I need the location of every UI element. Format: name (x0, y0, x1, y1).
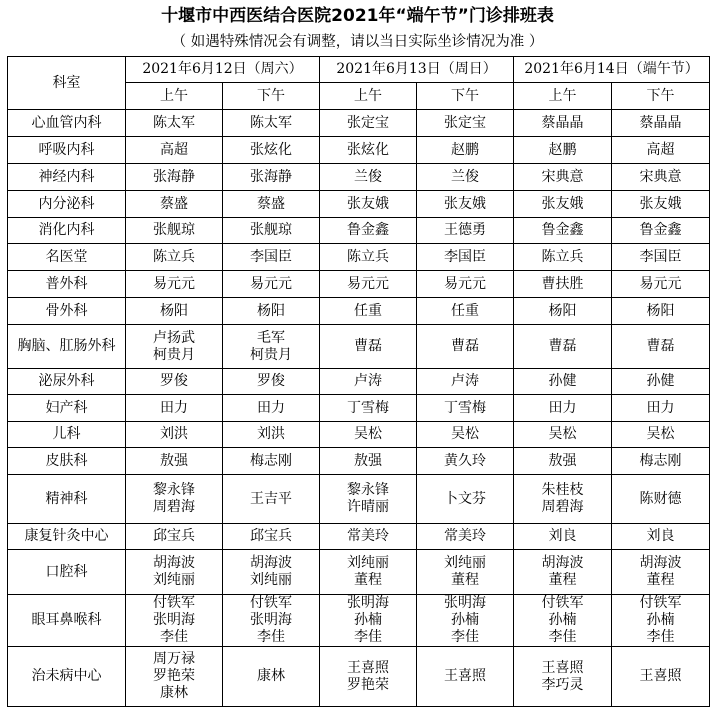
header-am: 上午 (514, 83, 612, 110)
doctor-name: 张明海 (153, 612, 195, 628)
doctor-name: 陈立兵 (153, 248, 195, 265)
doctor-cell (126, 164, 223, 191)
doctor-name: 柯贵月 (250, 346, 292, 363)
doctor-cell (223, 550, 320, 595)
table-row (8, 164, 710, 191)
doctor-cell (126, 647, 223, 707)
doctor-name: 付铁军 (250, 595, 292, 611)
doctor-name: 曹磊 (646, 338, 675, 354)
header-pm: 下午 (612, 83, 710, 110)
doctor-name: 胡海波 (250, 555, 292, 571)
doctor-name: 吴松 (354, 426, 383, 442)
doctor-cell (320, 422, 417, 448)
doctor-name: 孙楠 (548, 612, 577, 628)
doctor-name: 张明海 (444, 595, 487, 611)
dept-cell: 治未病中心 (8, 647, 126, 707)
doctor-cell (514, 218, 612, 244)
doctor-name: 董程 (646, 572, 675, 588)
header-date-2: 2021年6月13日（周日） (320, 57, 514, 83)
doctor-name: 邱宝兵 (153, 528, 195, 544)
doctor-name: 易元元 (444, 275, 487, 292)
dept-cell: 心血管内科 (8, 110, 126, 137)
doctor-name: 罗俊 (160, 373, 188, 389)
table-row (8, 422, 710, 448)
doctor-name: 曹磊 (548, 338, 577, 354)
dept-cell: 泌尿外科 (8, 369, 126, 395)
dept-cell: 名医堂 (8, 244, 126, 271)
doctor-cell (126, 395, 223, 422)
doctor-name: 刘良 (548, 528, 577, 544)
doctor-name: 陈立兵 (541, 248, 584, 265)
doctor-name: 王喜照 (541, 659, 584, 676)
doctor-name: 周万禄 (153, 651, 195, 667)
doctor-name: 宋典意 (639, 168, 682, 185)
doctor-cell (514, 448, 612, 475)
doctor-cell (417, 550, 514, 595)
doctor-cell (320, 271, 417, 298)
doctor-name: 蔡盛 (160, 195, 188, 212)
doctor-cell (417, 298, 514, 325)
doctor-name: 易元元 (347, 275, 390, 292)
doctor-cell (612, 298, 710, 325)
doctor-name: 刘良 (646, 528, 675, 544)
dept-cell: 口腔科 (8, 550, 126, 595)
doctor-cell (612, 395, 710, 422)
dept-cell: 儿科 (8, 422, 126, 448)
dept-cell: 皮肤科 (8, 448, 126, 475)
header-am: 上午 (126, 83, 223, 110)
doctor-name: 张友娥 (639, 195, 682, 212)
doctor-cell (612, 647, 710, 707)
doctor-name: 王喜照 (639, 668, 682, 684)
doctor-cell (417, 395, 514, 422)
doctor-cell (417, 191, 514, 218)
doctor-cell (320, 448, 417, 475)
table-row (8, 298, 710, 325)
doctor-cell (126, 448, 223, 475)
doctor-cell (417, 422, 514, 448)
dept-cell: 妇产科 (8, 395, 126, 422)
doctor-name: 张舰琼 (250, 222, 292, 238)
doctor-cell (126, 110, 223, 137)
table-row (8, 271, 710, 298)
doctor-name: 陈太军 (250, 114, 292, 131)
dept-cell: 神经内科 (8, 164, 126, 191)
doctor-name: 卢扬武 (153, 329, 195, 346)
schedule-body (8, 110, 710, 707)
dept-cell: 康复针灸中心 (8, 524, 126, 550)
doctor-cell (514, 191, 612, 218)
doctor-name: 梅志刚 (639, 452, 682, 469)
table-row (8, 647, 710, 707)
doctor-name: 张定宝 (444, 114, 487, 131)
doctor-cell (417, 271, 514, 298)
doctor-name: 梅志刚 (250, 452, 292, 469)
doctor-name: 李巧灵 (541, 676, 584, 693)
doctor-cell (320, 325, 417, 369)
doctor-name: 康林 (160, 685, 188, 701)
doctor-name: 敖强 (354, 452, 383, 469)
dept-cell: 普外科 (8, 271, 126, 298)
doctor-name: 易元元 (153, 275, 195, 292)
doctor-cell (126, 325, 223, 369)
doctor-name: 田力 (646, 399, 675, 416)
doctor-cell (612, 137, 710, 164)
doctor-cell (612, 422, 710, 448)
doctor-cell (320, 475, 417, 524)
doctor-cell (612, 369, 710, 395)
doctor-name: 高超 (160, 141, 188, 158)
doctor-name: 邱宝兵 (250, 528, 292, 544)
doctor-name: 田力 (548, 399, 577, 416)
table-row (8, 595, 710, 647)
doctor-cell (417, 325, 514, 369)
doctor-name: 张明海 (347, 595, 390, 611)
doctor-cell (417, 524, 514, 550)
doctor-cell (320, 110, 417, 137)
doctor-cell (223, 647, 320, 707)
doctor-name: 曹扶胜 (541, 275, 584, 292)
doctor-cell (612, 524, 710, 550)
doctor-name: 杨阳 (160, 302, 188, 319)
doctor-name: 黎永锋 (347, 482, 390, 498)
doctor-name: 张炫化 (347, 141, 390, 158)
doctor-cell (514, 550, 612, 595)
doctor-cell (320, 647, 417, 707)
doctor-name: 毛军 (257, 329, 285, 346)
doctor-name: 刘纯丽 (250, 572, 292, 588)
doctor-name: 董程 (354, 572, 383, 588)
doctor-name: 许晴丽 (347, 499, 390, 515)
doctor-cell (612, 550, 710, 595)
dept-cell: 骨外科 (8, 298, 126, 325)
doctor-name: 常美玲 (444, 528, 487, 544)
table-row (8, 191, 710, 218)
header-date-3: 2021年6月14日（端午节） (514, 57, 710, 83)
doctor-name: 胡海波 (153, 555, 195, 571)
doctor-cell (320, 298, 417, 325)
doctor-cell (514, 271, 612, 298)
doctor-name: 杨阳 (548, 302, 577, 319)
doctor-name: 孙楠 (451, 612, 480, 628)
doctor-cell (320, 524, 417, 550)
doctor-cell (320, 137, 417, 164)
doctor-name: 付铁军 (541, 595, 584, 611)
dept-cell: 胸脑、肛肠外科 (8, 325, 126, 369)
header-pm: 下午 (417, 83, 514, 110)
doctor-cell (223, 244, 320, 271)
doctor-name: 黄久玲 (444, 452, 487, 469)
doctor-cell (612, 164, 710, 191)
doctor-name: 李佳 (548, 629, 577, 645)
doctor-cell (514, 137, 612, 164)
doctor-name: 鲁金鑫 (639, 222, 682, 238)
doctor-cell (126, 550, 223, 595)
doctor-name: 罗俊 (257, 373, 285, 389)
doctor-name: 刘纯丽 (444, 555, 487, 571)
doctor-name: 曹磊 (451, 338, 480, 354)
duty-schedule-table (7, 56, 710, 707)
doctor-cell (417, 475, 514, 524)
doctor-cell (126, 298, 223, 325)
doctor-cell (320, 369, 417, 395)
doctor-cell (320, 395, 417, 422)
doctor-name: 张友娥 (541, 195, 584, 212)
table-row (8, 395, 710, 422)
doctor-name: 张友娥 (347, 195, 390, 212)
doctor-cell (223, 369, 320, 395)
doctor-cell (126, 271, 223, 298)
doctor-cell (223, 325, 320, 369)
doctor-cell (417, 448, 514, 475)
doctor-name: 常美玲 (347, 528, 390, 544)
doctor-cell (223, 395, 320, 422)
doctor-name: 孙楠 (646, 612, 675, 628)
doctor-name: 李国臣 (444, 248, 487, 265)
doctor-cell (612, 218, 710, 244)
doctor-cell (514, 475, 612, 524)
doctor-cell (223, 298, 320, 325)
header-date-1: 2021年6月12日（周六） (126, 57, 320, 83)
doctor-cell (126, 369, 223, 395)
doctor-name: 董程 (451, 572, 480, 588)
doctor-cell (223, 271, 320, 298)
doctor-name: 康林 (257, 668, 285, 684)
doctor-name: 蔡晶晶 (541, 114, 584, 131)
doctor-name: 张舰琼 (153, 222, 195, 238)
doctor-name: 曹磊 (354, 338, 383, 354)
doctor-name: 杨阳 (257, 302, 285, 319)
doctor-name: 孙楠 (354, 612, 383, 628)
doctor-name: 李国臣 (639, 248, 682, 265)
doctor-cell (223, 164, 320, 191)
doctor-name: 田力 (257, 399, 285, 416)
doctor-cell (126, 595, 223, 647)
table-row (8, 137, 710, 164)
doctor-name: 李佳 (257, 629, 285, 645)
doctor-name: 张海静 (250, 168, 292, 185)
doctor-name: 黎永锋 (153, 482, 195, 498)
doctor-name: 朱桂枝 (541, 482, 584, 498)
doctor-cell (223, 448, 320, 475)
doctor-cell (417, 164, 514, 191)
doctor-cell (612, 191, 710, 218)
dept-cell: 眼耳鼻喉科 (8, 595, 126, 647)
doctor-name: 卜文芬 (444, 490, 487, 507)
table-row (8, 475, 710, 524)
doctor-name: 胡海波 (541, 555, 584, 571)
doctor-name: 陈太军 (153, 114, 195, 131)
doctor-cell (514, 298, 612, 325)
doctor-cell (320, 595, 417, 647)
doctor-name: 刘洪 (160, 426, 188, 442)
doctor-name: 易元元 (250, 275, 292, 292)
doctor-cell (417, 244, 514, 271)
dept-cell: 内分泌科 (8, 191, 126, 218)
doctor-name: 丁雪梅 (444, 399, 487, 416)
doctor-name: 张炫化 (250, 141, 292, 158)
doctor-cell (612, 448, 710, 475)
doctor-name: 吴松 (451, 426, 480, 442)
doctor-cell (126, 191, 223, 218)
doctor-cell (320, 244, 417, 271)
doctor-name: 王吉平 (250, 490, 292, 507)
doctor-cell (514, 110, 612, 137)
doctor-name: 张明海 (250, 612, 292, 628)
doctor-name: 卢涛 (354, 373, 383, 389)
doctor-name: 田力 (160, 399, 188, 416)
doctor-cell (514, 524, 612, 550)
doctor-cell (223, 595, 320, 647)
table-row (8, 110, 710, 137)
doctor-name: 周碧海 (541, 499, 584, 515)
doctor-cell (126, 524, 223, 550)
doctor-cell (514, 395, 612, 422)
doctor-cell (417, 647, 514, 707)
doctor-name: 敖强 (548, 452, 577, 469)
doctor-cell (223, 137, 320, 164)
doctor-name: 张海静 (153, 168, 195, 185)
doctor-name: 孙健 (548, 373, 577, 389)
dept-cell: 呼吸内科 (8, 137, 126, 164)
table-row (8, 244, 710, 271)
doctor-cell (320, 218, 417, 244)
doctor-name: 任重 (451, 302, 480, 319)
doctor-name: 任重 (354, 302, 383, 319)
doctor-name: 王德勇 (444, 222, 487, 238)
doctor-name: 罗艳荣 (153, 668, 195, 684)
doctor-name: 李佳 (646, 629, 675, 645)
doctor-name: 陈财德 (639, 490, 682, 507)
doctor-cell (126, 475, 223, 524)
doctor-name: 李国臣 (250, 248, 292, 265)
doctor-name: 张定宝 (347, 114, 390, 131)
doctor-name: 刘洪 (257, 426, 285, 442)
doctor-cell (514, 369, 612, 395)
doctor-name: 李佳 (354, 629, 383, 645)
doctor-name: 王喜照 (347, 659, 390, 676)
schedule-title: 十堰市中西医结合医院2021年“端午节”门诊排班表 (161, 6, 554, 26)
doctor-name: 刘纯丽 (153, 572, 195, 588)
table-row (8, 448, 710, 475)
doctor-cell (514, 595, 612, 647)
doctor-cell (417, 595, 514, 647)
doctor-cell (514, 244, 612, 271)
doctor-name: 蔡晶晶 (639, 114, 682, 131)
doctor-name: 兰俊 (354, 168, 383, 185)
doctor-name: 鲁金鑫 (541, 222, 584, 238)
table-row (8, 218, 710, 244)
doctor-cell (320, 164, 417, 191)
header-date-row (8, 57, 710, 83)
doctor-cell (514, 325, 612, 369)
dept-cell: 精神科 (8, 475, 126, 524)
doctor-cell (223, 524, 320, 550)
doctor-cell (612, 475, 710, 524)
doctor-cell (320, 191, 417, 218)
doctor-name: 董程 (548, 572, 577, 588)
doctor-cell (612, 595, 710, 647)
doctor-cell (126, 244, 223, 271)
table-row (8, 369, 710, 395)
table-row (8, 325, 710, 369)
doctor-name: 吴松 (646, 426, 675, 442)
doctor-cell (417, 110, 514, 137)
doctor-name: 鲁金鑫 (347, 222, 390, 238)
doctor-name: 柯贵月 (153, 346, 195, 363)
doctor-name: 吴松 (548, 426, 577, 442)
doctor-cell (223, 422, 320, 448)
doctor-name: 胡海波 (639, 555, 682, 571)
doctor-name: 孙健 (646, 373, 675, 389)
header-am: 上午 (320, 83, 417, 110)
doctor-name: 李佳 (160, 629, 188, 645)
table-row (8, 550, 710, 595)
doctor-cell (612, 325, 710, 369)
doctor-name: 王喜照 (444, 668, 487, 684)
doctor-name: 张友娥 (444, 195, 487, 212)
doctor-name: 周碧海 (153, 499, 195, 515)
doctor-name: 兰俊 (451, 168, 480, 185)
doctor-cell (126, 218, 223, 244)
doctor-name: 刘纯丽 (347, 555, 390, 571)
doctor-cell (514, 422, 612, 448)
doctor-name: 敖强 (160, 452, 188, 469)
doctor-name: 丁雪梅 (347, 399, 390, 416)
doctor-cell (417, 218, 514, 244)
doctor-cell (223, 218, 320, 244)
doctor-name: 蔡盛 (257, 195, 285, 212)
doctor-cell (417, 137, 514, 164)
dept-cell: 消化内科 (8, 218, 126, 244)
doctor-cell (223, 191, 320, 218)
doctor-cell (417, 369, 514, 395)
doctor-cell (612, 110, 710, 137)
doctor-name: 陈立兵 (347, 248, 390, 265)
doctor-name: 宋典意 (541, 168, 584, 185)
doctor-name: 付铁军 (153, 595, 195, 611)
header-dept: 科室 (8, 57, 126, 110)
doctor-name: 高超 (646, 141, 675, 158)
doctor-name: 李佳 (451, 629, 480, 645)
doctor-name: 赵鹏 (451, 141, 480, 158)
doctor-cell (223, 110, 320, 137)
doctor-cell (126, 422, 223, 448)
schedule-subtitle: （ 如遇特殊情况会有调整，请以当日实际坐诊情况为准 ） (171, 34, 544, 50)
doctor-cell (320, 550, 417, 595)
doctor-cell (223, 475, 320, 524)
doctor-name: 杨阳 (646, 302, 675, 319)
doctor-cell (126, 137, 223, 164)
doctor-cell (514, 164, 612, 191)
doctor-name: 易元元 (639, 275, 682, 292)
header-pm: 下午 (223, 83, 320, 110)
doctor-name: 赵鹏 (548, 141, 577, 158)
doctor-name: 卢涛 (451, 373, 480, 389)
doctor-cell (514, 647, 612, 707)
doctor-cell (612, 271, 710, 298)
table-row (8, 524, 710, 550)
doctor-cell (612, 244, 710, 271)
doctor-name: 付铁军 (639, 595, 682, 611)
doctor-name: 罗艳荣 (347, 676, 390, 693)
